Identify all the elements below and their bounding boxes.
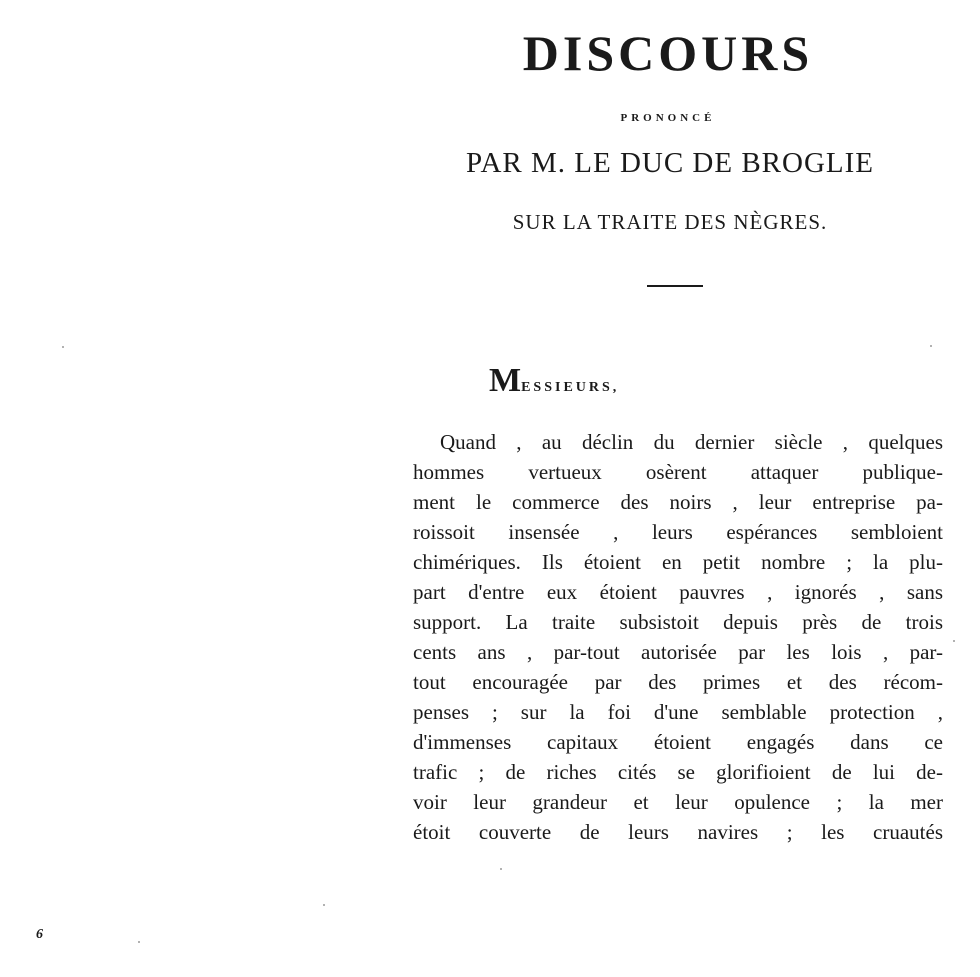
paragraph-line: cents ans , par-tout autorisée par les lois , par- (413, 640, 943, 664)
subject-line: SUR LA TRAITE DES NÈGRES. (512, 210, 828, 234)
paragraph-line: chimériques. Ils étoient en petit nombre ; la plu- (413, 550, 943, 574)
salutation (489, 364, 619, 398)
paper-speck (138, 941, 140, 943)
salutation-rest: ESSIEURS, (521, 380, 620, 395)
paper-speck (500, 868, 502, 870)
paragraph-line: penses ; sur la foi d'une semblable protection , (413, 700, 943, 724)
document-title: DISCOURS (522, 25, 814, 81)
paper-speck (930, 345, 932, 347)
paragraph-line: ment le commerce des noirs , leur entreprise pa- (413, 490, 943, 514)
paragraph-line: trafic ; de riches cités se glorifioient de lui de- (413, 760, 943, 784)
paragraph-line: voir leur grandeur et leur opulence ; la mer (413, 790, 943, 814)
paragraph-line: hommes vertueux osèrent attaquer publique- (413, 460, 943, 484)
paragraph-line: part d'entre eux étoient pauvres , ignorés , sans (413, 580, 943, 604)
paragraph-line: Quand , au déclin du dernier siècle , quelques (440, 430, 943, 454)
paragraph-line: support. La traite subsistoit depuis près de trois (413, 610, 943, 634)
paper-speck (62, 346, 64, 348)
paper-speck (953, 640, 955, 642)
author-line: PAR M. LE DUC DE BROGLIE (465, 147, 875, 179)
paragraph-line: étoit couverte de leurs navires ; les cruautés (413, 820, 943, 844)
body-paragraph (413, 427, 943, 847)
paper-speck (323, 904, 325, 906)
pronounced-label: PRONONCÉ (620, 112, 716, 124)
page-folio: 6 (36, 927, 43, 942)
paragraph-line: d'immenses capitaux étoient engagés dans ce (413, 730, 943, 754)
paragraph-line: tout encouragée par des primes et des récom- (413, 670, 943, 694)
salutation-initial: M (489, 362, 522, 399)
title-divider-rule (647, 285, 703, 287)
paragraph-line: roissoit insensée , leurs espérances sembloient (413, 520, 943, 544)
